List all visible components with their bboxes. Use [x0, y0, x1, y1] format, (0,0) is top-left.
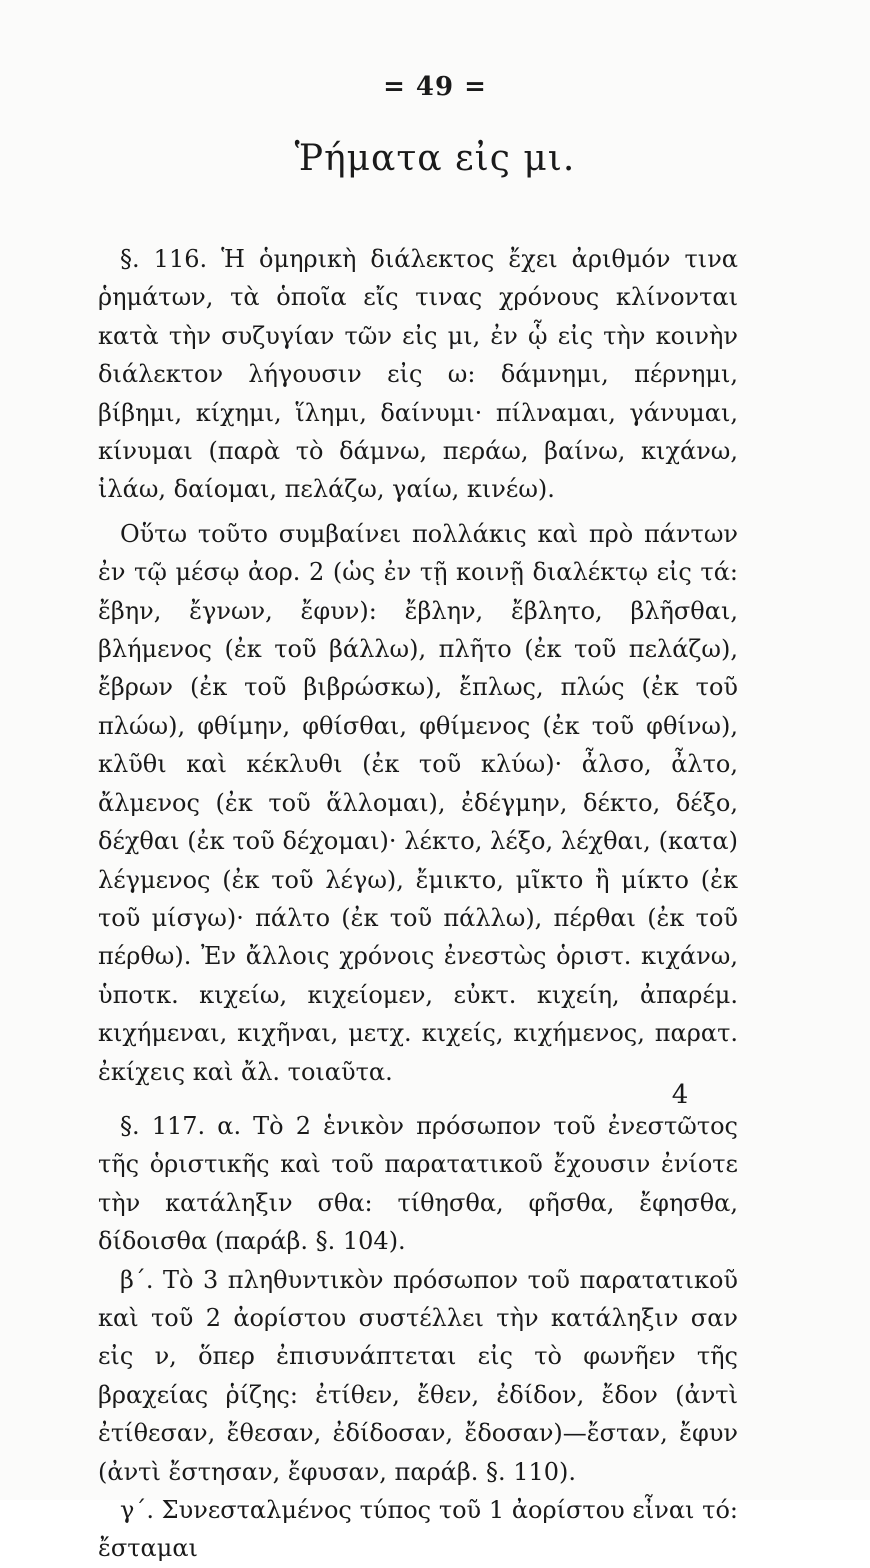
paragraph-116: §. 116. Ἡ ὁμηρικὴ διάλεκτος ἔχει ἀριθμόν τινα ῥημάτων, τὰ ὁποῖα εἴς τινας χρόνους κλίνονται κατὰ τὴν συζυγίαν τῶν εἰς μι, ἐν ᾧ εἰς τὴν κοινὴν διάλεκτον λήγουσιν εἰς ω: δάμνημι, πέρνημι, βίβημι, κίχημι, ἵλημι, δαίνυμι· πίλναμαι, γάνυμαι, κίνυμαι (παρὰ τὸ δάμνω, περάω, βαίνω, κιχάνω, ἱλάω, δαίομαι, πελάζω, γαίω, κινέω). [98, 245, 738, 504]
page-body [98, 240, 738, 1568]
paragraph-117-b: β΄. Τὸ 3 πληθυντικὸν πρόσωπον τοῦ παρατατικοῦ καὶ τοῦ 2 ἀορίστου συστέλλει τὴν κατάληξιν σαν εἰς ν, ὅπερ ἐπισυνάπτεται εἰς τὸ φωνῆεν τῆς βραχείας ῥίζης: ἐτίθεν, ἔθεν, ἐδίδον, ἔδον (ἀντὶ ἐτίθεσαν, ἔθεσαν, ἐδίδοσαν, ἔδοσαν)—ἔσταν, ἔφυν (ἀντὶ ἔστησαν, ἔφυσαν, παράβ. §. 110). [98, 1265, 738, 1486]
paragraph-116-continued: Οὕτω τοῦτο συμβαίνει πολλάκις καὶ πρὸ πάντων ἐν τῷ μέσῳ ἀορ. 2 (ὡς ἐν τῇ κοινῇ διαλέκτῳ εἰς τά: ἔβην, ἔγνων, ἔφυν): ἔβλην, ἔβλητο, βλῆσθαι, βλήμενος (ἐκ τοῦ βάλλω), πλῆτο (ἐκ τοῦ πελάζω), ἔβρων (ἐκ τοῦ βιβρώσκω), ἔπλως, πλώς (ἐκ τοῦ πλώω), φθίμην, φθίσθαι, φθίμενος (ἐκ τοῦ φθίνω), κλῦθι καὶ κέκλυθι (ἐκ τοῦ κλύω)· ἆλσο, ἆλτο, ἄλμενος (ἐκ τοῦ ἅλλομαι), ἐδέγμην, δέκτο, δέξο, δέχθαι (ἐκ τοῦ δέχομαι)· λέκτο, λέξο, λέχθαι, (κατα) λέγμενος (ἐκ τοῦ λέγω), ἔμικτο, μῖκτο ἢ μίκτο (ἐκ τοῦ μίσγω)· πάλτο (ἐκ τοῦ πάλλω), πέρθαι (ἐκ τοῦ πέρθω). Ἐν ἄλλοις χρόνοις ἐνεστὼς ὁριστ. κιχάνω, ὑποτκ. κιχείω, κιχείομεν, εὐκτ. κιχείη, ἀπαρέμ. κιχήμεναι, κιχῆναι, μετχ. κιχείς, κιχήμενος, παρατ. ἐκίχεις καὶ ἄλ. τοιαῦτα. [98, 519, 738, 1086]
signature-mark: 4 [671, 1080, 689, 1110]
section-heading: Ῥήματα εἰς μι. [294, 138, 576, 179]
page-number: = 49 = [383, 72, 487, 102]
paragraph-117-a: §. 117. α. Τὸ 2 ἑνικὸν πρόσωπον τοῦ ἐνεστῶτος τῆς ὁριστικῆς καὶ τοῦ παρατατικοῦ ἔχουσιν ἐνίοτε τὴν κατάληξιν σθα: τίθησθα, φῆσθα, ἔφησθα, δίδοισθα (παράβ. §. 104). [98, 1111, 738, 1256]
paragraph-117-c: γ΄. Συνεσταλμένος τύπος τοῦ 1 ἀορίστου εἶναι τό: ἔσταμαι [98, 1496, 738, 1563]
